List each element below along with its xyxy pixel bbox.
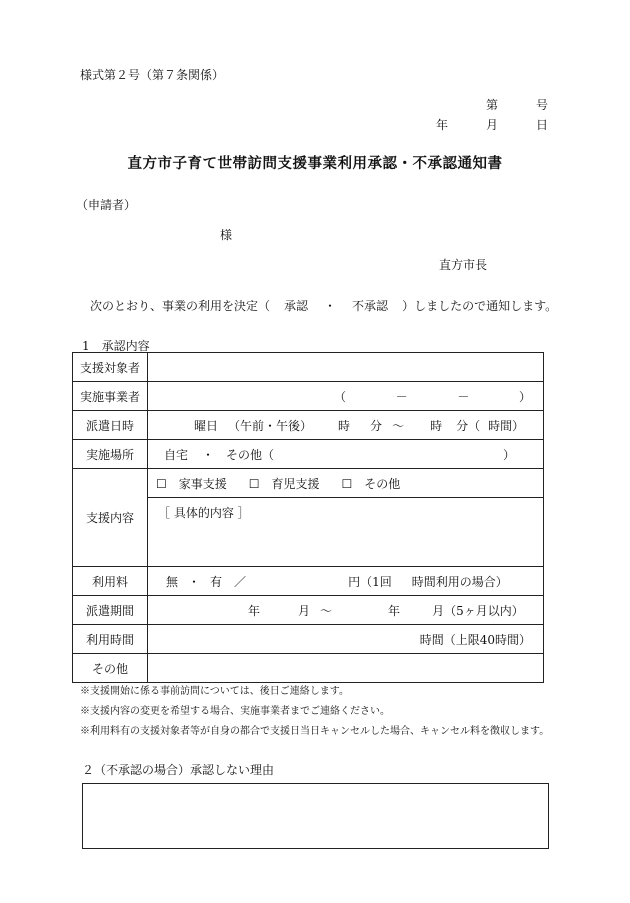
notice-approve: 承認 xyxy=(284,299,309,313)
document-number xyxy=(486,96,548,113)
hours-field[interactable] xyxy=(148,625,544,654)
dispatch-min1: 分 xyxy=(370,418,383,433)
row-target xyxy=(73,353,544,382)
place-field[interactable] xyxy=(148,440,544,469)
other-field[interactable] xyxy=(148,654,544,683)
notice-reject: 不承認 xyxy=(352,299,389,313)
fee-none: 無 xyxy=(166,574,179,589)
period-month1: 月 xyxy=(298,603,311,618)
fee-slash: ／ xyxy=(234,574,247,589)
period-label: 派遣期間 xyxy=(73,596,148,625)
dispatch-hour2: 時 xyxy=(430,418,443,433)
target-field[interactable] xyxy=(148,353,544,382)
note-2: ※支援内容の変更を希望する場合、実施事業者までご連絡ください。 xyxy=(80,706,390,717)
notice-prefix: 次のとおり、事業の利用を決定（ xyxy=(90,299,271,313)
period-year2: 年 xyxy=(388,603,401,618)
form-number: 様式第２号（第７条関係） xyxy=(80,68,225,82)
fee-field[interactable] xyxy=(148,567,544,596)
row-other xyxy=(73,654,544,683)
checkbox-childcare[interactable]: ☐ 育児支援 xyxy=(248,476,320,491)
provider-close: ） xyxy=(518,389,531,404)
provider-field[interactable] xyxy=(148,382,544,411)
notice-suffix: ）しましたので通知します。 xyxy=(402,299,558,313)
date-year: 年 xyxy=(435,118,448,132)
place-label: 実施場所 xyxy=(73,440,148,469)
note-1: ※支援開始に係る事前訪問については、後日ご連絡します。 xyxy=(80,686,349,697)
content-detail-field[interactable] xyxy=(148,498,544,567)
fee-note: 時間利用の場合） xyxy=(411,574,508,589)
number-prefix: 第 xyxy=(485,98,498,112)
fee-yen: 円（1回 xyxy=(348,574,392,589)
fee-dot: ・ xyxy=(188,574,201,589)
place-dot: ・ xyxy=(202,447,215,462)
dispatch-weekday: 曜日 xyxy=(194,418,219,433)
honorific: 様 xyxy=(220,228,233,242)
document-title: 直方市子育て世帯訪問支援事業利用承認・不承認通知書 xyxy=(127,156,503,172)
period-year1: 年 xyxy=(248,603,261,618)
row-fee xyxy=(73,567,544,596)
checkbox-other[interactable]: ☐ その他 xyxy=(341,476,401,491)
issue-date xyxy=(436,116,548,133)
period-month2: 月（5ヶ月以内） xyxy=(432,603,524,618)
row-period xyxy=(73,596,544,625)
period-field[interactable] xyxy=(148,596,544,625)
approval-table xyxy=(72,352,544,683)
row-place xyxy=(73,440,544,469)
other-label: その他 xyxy=(73,654,148,683)
dispatch-tilde: ～ xyxy=(392,418,405,433)
content-options xyxy=(148,469,544,498)
place-home: 自宅 xyxy=(164,447,189,462)
checkbox-housework[interactable]: ☐ 家事支援 xyxy=(156,476,227,491)
fee-label: 利用料 xyxy=(73,567,148,596)
applicant-label: （申請者） xyxy=(76,198,137,212)
dispatch-ampm: （午前・午後） xyxy=(228,418,313,433)
place-other: その他（ xyxy=(226,447,275,462)
note-3: ※利用料有の支援対象者等が自身の都合で支援日当日キャンセルした場合、キャンセル料を徴収します。 xyxy=(80,726,550,737)
content-label: 支援内容 xyxy=(73,469,148,567)
rejection-reason-field[interactable] xyxy=(82,783,549,849)
notice-dot: ・ xyxy=(324,299,337,313)
content-detail-label: ［ 具体的内容 ］ xyxy=(158,506,250,520)
dispatch-hour1: 時 xyxy=(338,418,351,433)
hours-label: 利用時間 xyxy=(73,625,148,654)
section2-title: ２（不承認の場合）承認しない理由 xyxy=(82,763,275,777)
provider-open: （ xyxy=(334,389,347,404)
dispatch-label: 派遣日時 xyxy=(73,411,148,440)
decision-notice xyxy=(90,297,557,314)
fee-yes: 有 xyxy=(210,574,223,589)
target-label: 支援対象者 xyxy=(73,353,148,382)
place-close: ） xyxy=(502,447,515,462)
provider-dash1: － xyxy=(395,389,408,404)
date-day: 日 xyxy=(535,118,548,132)
provider-label: 実施事業者 xyxy=(73,382,148,411)
row-hours xyxy=(73,625,544,654)
dispatch-min2: 分（ xyxy=(456,418,481,433)
provider-dash2: － xyxy=(457,389,470,404)
row-dispatch xyxy=(73,411,544,440)
period-tilde: ～ xyxy=(320,603,333,618)
issuer-name: 直方市長 xyxy=(438,258,487,272)
row-content-options xyxy=(73,469,544,498)
dispatch-hours: 時間） xyxy=(488,418,525,433)
date-month: 月 xyxy=(485,118,498,132)
dispatch-field[interactable] xyxy=(148,411,544,440)
number-suffix: 号 xyxy=(535,98,548,112)
row-provider xyxy=(73,382,544,411)
hours-value: 時間（上限40時間） xyxy=(419,632,531,647)
section1-title: 1 承認内容 xyxy=(82,339,150,353)
